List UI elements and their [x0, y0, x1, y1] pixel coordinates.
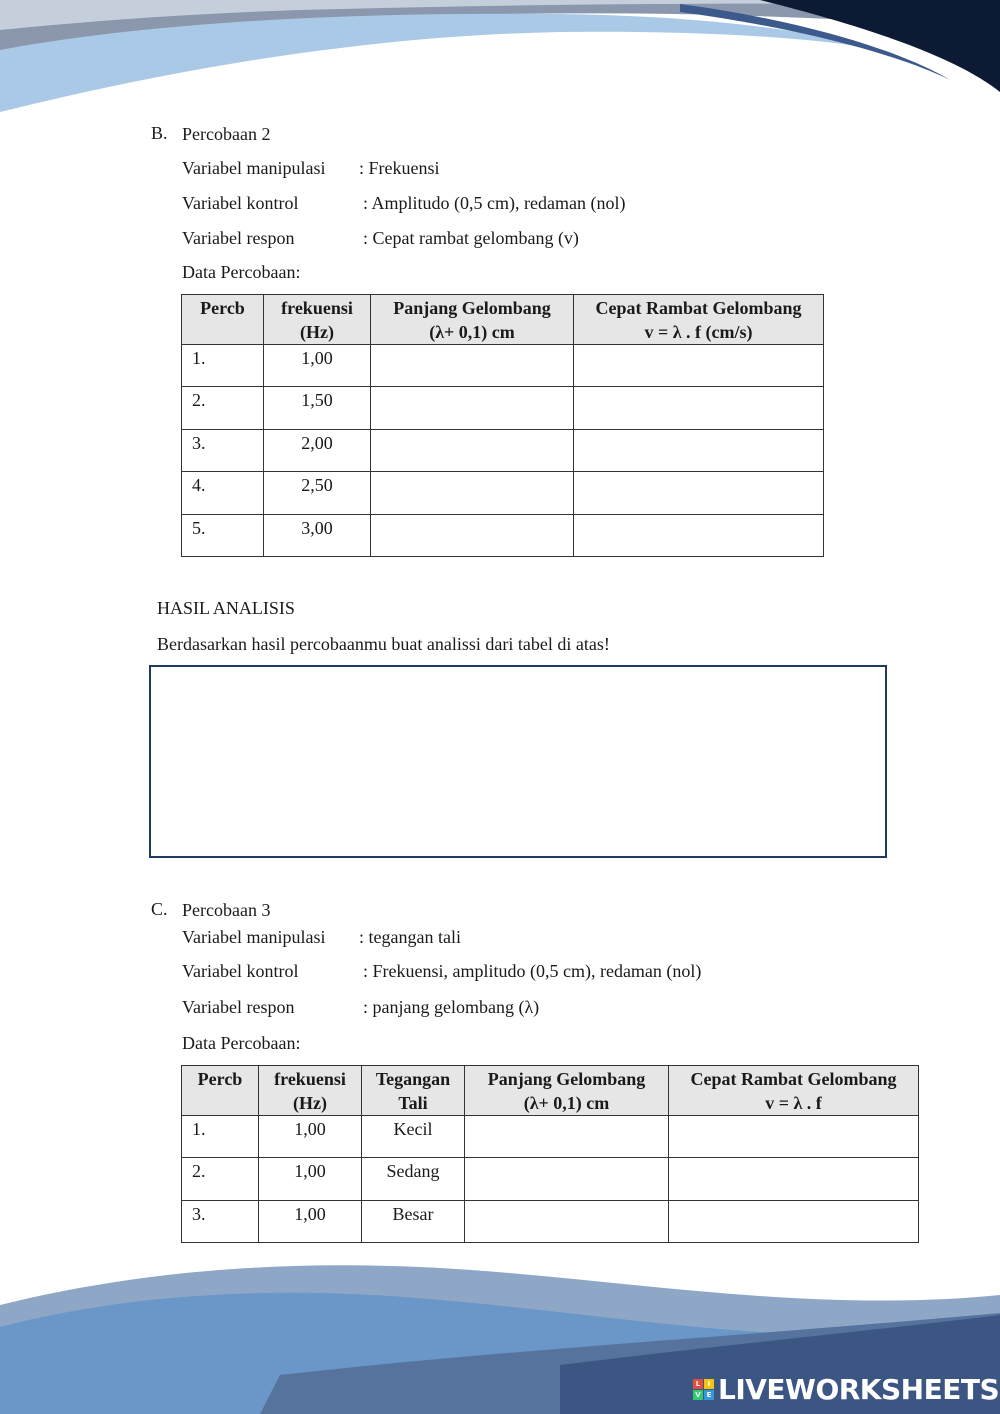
section-c-var-manipulation-value: : tegangan tali — [359, 927, 461, 947]
section-b-var-manipulation-value: : Frekuensi — [359, 158, 440, 178]
table-row — [182, 1201, 919, 1243]
table-row — [182, 430, 824, 472]
cell-no: 2. — [182, 387, 264, 430]
section-b-var-response-label: Variabel respon — [182, 228, 295, 248]
table-row — [182, 1158, 919, 1201]
cell-speed-input[interactable] — [669, 1201, 919, 1243]
header-panjang-gelombang: Panjang Gelombang (λ+ 0,1) cm — [465, 1066, 669, 1116]
cell-no: 3. — [182, 430, 264, 472]
liveworksheets-logo-text: LIVEWORKSHEETS — [718, 1372, 1000, 1406]
cell-no: 3. — [182, 1201, 259, 1243]
section-b-data-label: Data Percobaan: — [182, 262, 301, 282]
section-b-var-manipulation-label: Variabel manipulasi — [182, 158, 326, 178]
header-wave-decoration — [0, 0, 1000, 125]
cell-freq: 1,00 — [259, 1116, 362, 1158]
cell-tension: Kecil — [362, 1116, 465, 1158]
section-b-var-response-value: : Cepat rambat gelombang (v) — [363, 228, 579, 248]
cell-speed-input[interactable] — [574, 515, 824, 557]
section-b-title: Percobaan 2 — [182, 124, 271, 144]
cell-wavelength-input[interactable] — [371, 387, 574, 430]
section-c-var-response-label: Variabel respon — [182, 997, 295, 1017]
section-b-var-control-value: : Amplitudo (0,5 cm), redaman (nol) — [363, 193, 626, 213]
table-row — [182, 345, 824, 387]
liveworksheets-logo — [693, 1372, 999, 1406]
section-c-table — [181, 1065, 919, 1243]
cell-no: 4. — [182, 472, 264, 515]
liveworksheets-logo-icon: L I V E — [693, 1379, 714, 1400]
analysis-title: HASIL ANALISIS — [157, 598, 295, 618]
cell-no: 5. — [182, 515, 264, 557]
cell-freq: 1,00 — [259, 1158, 362, 1201]
header-cepat-rambat: Cepat Rambat Gelombang v = λ . f — [669, 1066, 919, 1116]
cell-freq: 1,50 — [264, 387, 371, 430]
cell-no: 2. — [182, 1158, 259, 1201]
section-c-data-label: Data Percobaan: — [182, 1033, 301, 1053]
cell-speed-input[interactable] — [574, 387, 824, 430]
table-row — [182, 387, 824, 430]
cell-no: 1. — [182, 345, 264, 387]
cell-no: 1. — [182, 1116, 259, 1158]
header-panjang-gelombang: Panjang Gelombang (λ+ 0,1) cm — [371, 295, 574, 345]
cell-speed-input[interactable] — [669, 1158, 919, 1201]
table-row — [182, 472, 824, 515]
cell-wavelength-input[interactable] — [371, 515, 574, 557]
section-c-var-control-value: : Frekuensi, amplitudo (0,5 cm), redaman (nol) — [363, 961, 702, 981]
section-c-var-manipulation-label: Variabel manipulasi — [182, 927, 326, 947]
cell-speed-input[interactable] — [574, 430, 824, 472]
section-c-var-response-value: : panjang gelombang (λ) — [363, 997, 540, 1017]
header-cepat-rambat: Cepat Rambat Gelombang v = λ . f (cm/s) — [574, 295, 824, 345]
section-c-var-control-label: Variabel kontrol — [182, 961, 299, 981]
table-header-row — [182, 295, 824, 345]
header-percb: Percb — [182, 1066, 259, 1116]
cell-freq: 3,00 — [264, 515, 371, 557]
cell-speed-input[interactable] — [669, 1116, 919, 1158]
cell-wavelength-input[interactable] — [371, 345, 574, 387]
cell-speed-input[interactable] — [574, 345, 824, 387]
table-row — [182, 1116, 919, 1158]
section-b-var-control-label: Variabel kontrol — [182, 193, 299, 213]
section-b-table — [181, 294, 824, 557]
cell-tension: Besar — [362, 1201, 465, 1243]
cell-wavelength-input[interactable] — [465, 1201, 669, 1243]
cell-freq: 1,00 — [259, 1201, 362, 1243]
header-tegangan-tali: Tegangan Tali — [362, 1066, 465, 1116]
section-b-letter: B. — [151, 123, 168, 143]
header-percb: Percb — [182, 295, 264, 345]
cell-wavelength-input[interactable] — [465, 1158, 669, 1201]
cell-wavelength-input[interactable] — [465, 1116, 669, 1158]
section-c-letter: C. — [151, 899, 168, 919]
table-header-row — [182, 1066, 919, 1116]
cell-speed-input[interactable] — [574, 472, 824, 515]
cell-freq: 2,00 — [264, 430, 371, 472]
section-c-title: Percobaan 3 — [182, 900, 271, 920]
analysis-answer-box[interactable] — [149, 665, 887, 858]
cell-wavelength-input[interactable] — [371, 430, 574, 472]
header-frekuensi: frekuensi (Hz) — [259, 1066, 362, 1116]
cell-wavelength-input[interactable] — [371, 472, 574, 515]
table-row — [182, 515, 824, 557]
cell-tension: Sedang — [362, 1158, 465, 1201]
cell-freq: 2,50 — [264, 472, 371, 515]
analysis-prompt: Berdasarkan hasil percobaanmu buat analissi dari tabel di atas! — [157, 634, 610, 654]
header-frekuensi: frekuensi (Hz) — [264, 295, 371, 345]
cell-freq: 1,00 — [264, 345, 371, 387]
